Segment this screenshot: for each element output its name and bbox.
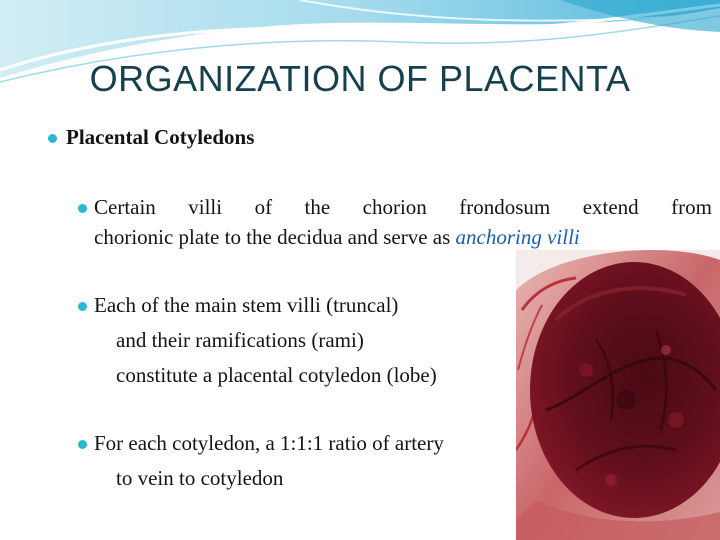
word: villi [188,195,223,219]
word: from [671,195,712,219]
word: extend [582,195,639,219]
bullet-2-line-2: and their ramifications (rami) [116,328,364,352]
bullet-2-line-3: constitute a placental cotyledon (lobe) [116,363,437,387]
word: Certain [94,195,156,219]
word: frondosum [459,195,551,219]
bullet-icon [78,302,87,311]
bullet-2-line-1: Each of the main stem villi (truncal) [94,293,399,317]
word: chorion [362,195,427,219]
placenta-photo [516,250,720,540]
word: of [254,195,273,219]
bullet-3-line-1: For each cotyledon, a 1:1:1 ratio of artery [94,431,444,455]
bullet-3-line-2: to vein to cotyledon [116,466,284,490]
bullet-icon [78,440,87,449]
section-heading: Placental Cotyledons [66,125,255,149]
bullet-1-text: chorionic plate to the decidua and serve as [94,225,451,249]
bullet-1-line-2 [94,225,580,250]
anchoring-villi-emphasis: anchoring villi [455,225,580,249]
bullet-icon [48,134,57,143]
word: the [304,195,331,219]
slide-title: ORGANIZATION OF PLACENTA [89,58,631,99]
bullet-icon [78,204,87,213]
bullet-1-line-1 [94,195,712,220]
